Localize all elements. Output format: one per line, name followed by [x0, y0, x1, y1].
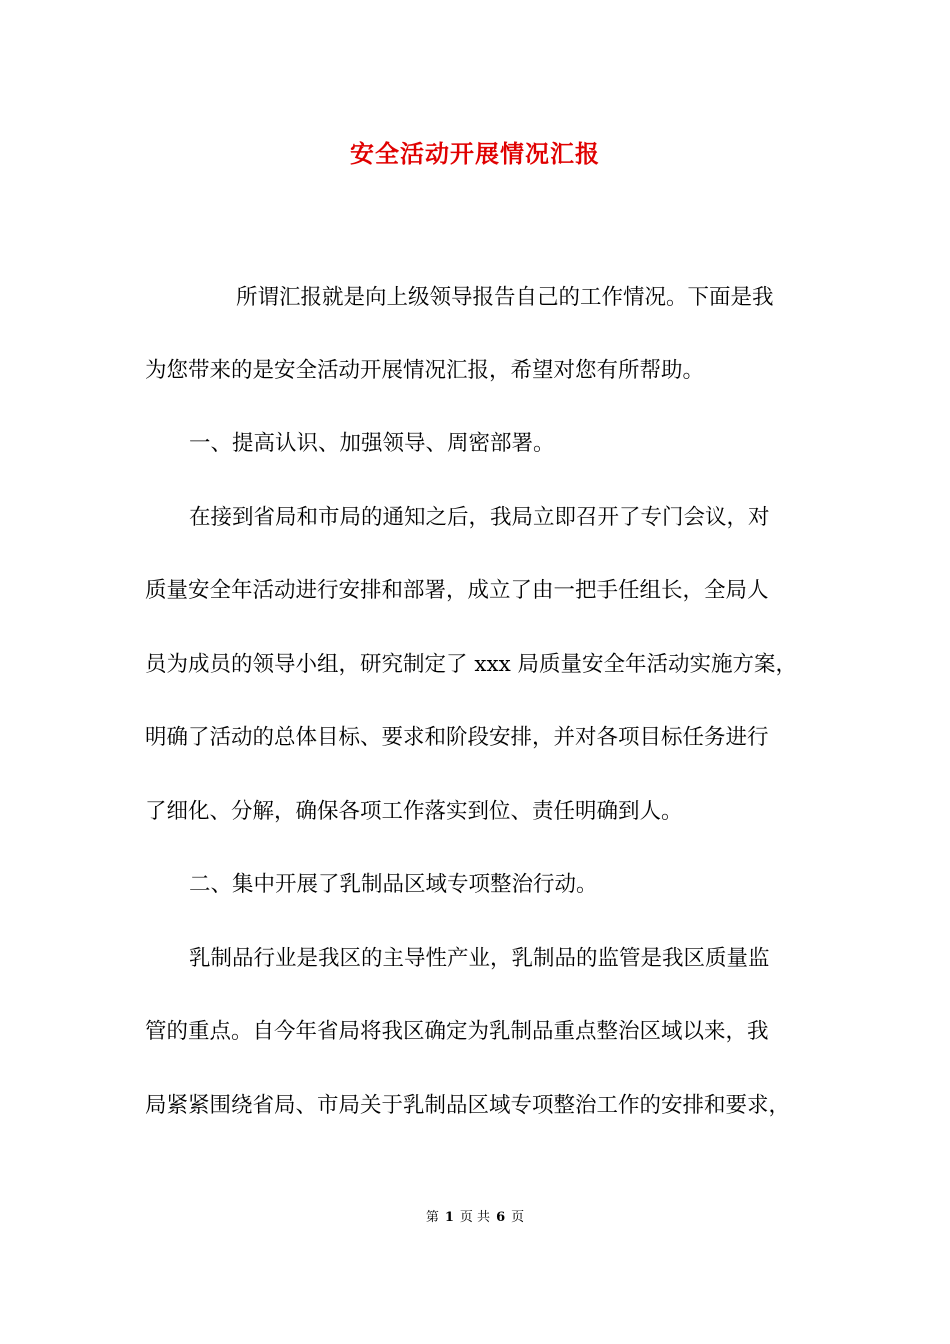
footer-suffix: 页 — [511, 1210, 525, 1225]
body-line-1: 所谓汇报就是向上级领导报告自己的工作情况。下面是我 — [236, 285, 774, 310]
footer-mid: 页 共 — [459, 1210, 491, 1225]
body-line-8: 了细化、分解，确保各项工作落实到位、责任明确到人。 — [145, 799, 683, 824]
body-line-12: 局紧紧围绕省局、市局关于乳制品区域专项整治工作的安排和要求， — [145, 1093, 791, 1118]
body-line-7: 明确了活动的总体目标、要求和阶段安排，并对各项目标任务进行 — [145, 725, 769, 750]
body-line-6: 员为成员的领导小组，研究制定了 xxx 局质量安全年活动实施方案， — [145, 652, 798, 677]
body-line-4: 在接到省局和市局的通知之后，我局立即召开了专门会议，对 — [189, 505, 770, 530]
page-footer — [0, 1208, 950, 1228]
body-line-10: 乳制品行业是我区的主导性产业，乳制品的监管是我区质量监 — [189, 946, 770, 971]
body-line-11: 管的重点。自今年省局将我区确定为乳制品重点整治区域以来，我 — [145, 1019, 769, 1044]
body-line-2: 为您带来的是安全活动开展情况汇报，希望对您有所帮助。 — [145, 358, 705, 383]
footer-prefix: 第 — [425, 1210, 439, 1225]
section-heading-2: 二、集中开展了乳制品区域专项整治行动。 — [189, 872, 598, 897]
footer-current-page: 1 — [444, 1210, 454, 1225]
body-line-5: 质量安全年活动进行安排和部署，成立了由一把手任组长，全局人 — [145, 578, 769, 603]
footer-total-pages: 6 — [496, 1210, 506, 1225]
document-title: 安全活动开展情况汇报 — [350, 139, 600, 168]
section-heading-1: 一、提高认识、加强领导、周密部署。 — [189, 431, 555, 456]
